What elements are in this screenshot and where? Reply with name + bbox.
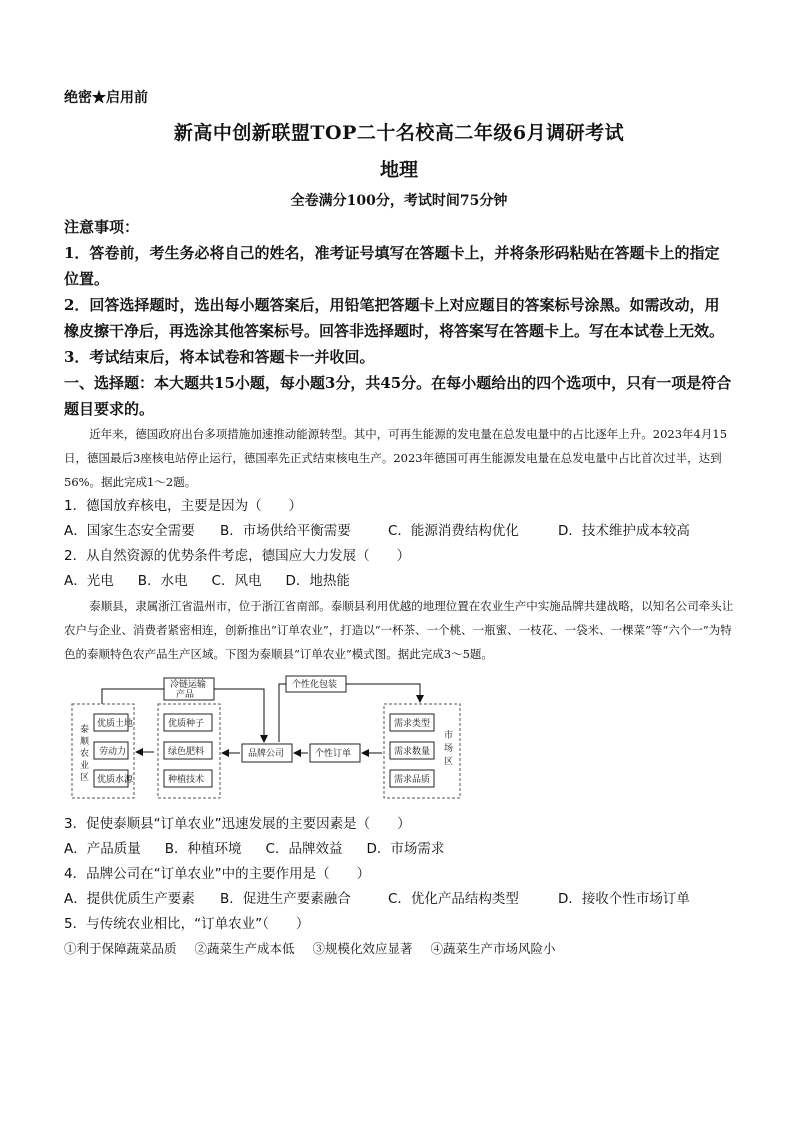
option-d[interactable]: D．接收个性市场订单 [558, 891, 690, 907]
cold-chain-label: 冷链运输 [170, 680, 207, 690]
option-b[interactable]: B．水电 [137, 573, 188, 589]
question-5: 5．与传统农业相比，“订单农业”（ ） [64, 916, 310, 932]
option-a[interactable]: A．提供优质生产要素 [64, 891, 195, 907]
option-a[interactable]: A．光电 [64, 573, 114, 589]
packaging-label: 个性化包装 [292, 680, 338, 690]
notes-heading: 注意事项： [64, 218, 140, 236]
question-4: 4．品牌公司在“订单农业”中的主要作用是（ ） [64, 866, 371, 882]
region-right-char: 市 [444, 731, 454, 741]
option-c[interactable]: C．风电 [211, 573, 262, 589]
note-item: 3．考试结束后，将本试卷和答题卡一并收回。 [64, 348, 375, 366]
question-5-statements [64, 937, 734, 961]
connector-line [346, 684, 420, 702]
option-c[interactable]: C．品牌效益 [265, 841, 343, 857]
region-left-char: 农 [80, 749, 90, 759]
mid-item-label: 优质种子 [168, 719, 205, 729]
exam-title: 新高中创新联盟TOP二十名校高二年级6月调研考试 [173, 122, 625, 144]
question-1: 1．德国放弃核电，主要是因为（ ） [64, 498, 303, 514]
option-a[interactable]: A．产品质量 [64, 841, 141, 857]
right-item-label: 需求类型 [394, 719, 431, 729]
region-left-char: 业 [80, 761, 90, 771]
passage-taishun: 泰顺县，隶属浙江省温州市，位于浙江省南部。泰顺县利用优越的地理位置在农业生产中实施品牌共建战略，以知名公司牵头让农户与企业、消费者紧密相连，创新推出“订单农业”，打造以“一杯茶、一个桃、一瓶蜜、一枝花、一袋米、一棵菜”等“六个一”为特色的泰顺特色农产品生产区域。下图为泰顺县“订单农业”模式图。据此完成3～5题。 [64, 599, 734, 661]
question-2-options [64, 569, 734, 594]
statement-3[interactable]: ③规模化效应显著 [312, 941, 413, 956]
option-b[interactable]: B．市场供给平衡需要 [220, 523, 351, 539]
note-item: 1．答卷前，考生务必将自己的姓名，准考证号填写在答题卡上，并将条形码粘贴在答题卡上的指定位置。 [64, 244, 720, 288]
exam-page [64, 86, 734, 961]
region-left-char: 泰 [80, 725, 90, 735]
left-item-label: 劳动力 [99, 747, 127, 757]
left-item-label: 优质土地 [97, 719, 134, 729]
question-3: 3．促使泰顺县“订单农业”迅速发展的主要因素是（ ） [64, 816, 411, 832]
section-heading: 一、选择题：本大题共15小题，每小题3分，共45分。在每小题给出的四个选项中，只有一项是符合题目要求的。 [64, 374, 732, 418]
region-right-char: 场 [444, 744, 454, 754]
connector-line [102, 689, 164, 704]
score-time-line: 全卷满分100分，考试时间75分钟 [290, 193, 508, 209]
region-left-char: 区 [80, 773, 90, 783]
right-item-label: 需求数量 [394, 747, 431, 757]
question-2: 2．从自然资源的优势条件考虑，德国应大力发展（ ） [64, 548, 411, 564]
mid-item-label: 种植技术 [168, 775, 205, 785]
brand-company-label: 品牌公司 [248, 749, 285, 759]
left-item-label: 优质水源 [97, 775, 134, 785]
subject-title: 地理 [379, 159, 418, 181]
connector-line [279, 684, 286, 742]
option-c[interactable]: C．能源消费结构优化 [388, 523, 519, 539]
region-left-char: 顺 [80, 737, 90, 747]
note-item: 2．回答选择题时，选出每小题答案后，用铅笔把答题卡上对应题目的答案标号涂黑。如需改动，用橡皮擦干净后，再选涂其他答案标号。回答非选择题时，将答案写在答题卡上。写在本试卷上无效。 [64, 296, 725, 340]
question-3-options [64, 837, 734, 862]
connector-line [214, 689, 264, 742]
cold-chain-label: 产品 [176, 690, 195, 700]
option-b[interactable]: B．促进生产要素融合 [220, 891, 351, 907]
right-item-label: 需求品质 [394, 775, 431, 785]
option-c[interactable]: C．优化产品结构类型 [388, 891, 519, 907]
statement-1[interactable]: ①利于保障蔬菜品质 [64, 941, 177, 956]
option-a[interactable]: A．国家生态安全需要 [64, 523, 195, 539]
region-right-char: 区 [444, 757, 454, 767]
confidential-label: 绝密★启用前 [64, 90, 148, 106]
question-1-options [64, 519, 734, 544]
option-b[interactable]: B．种植环境 [164, 841, 242, 857]
statement-2[interactable]: ②蔬菜生产成本低 [194, 941, 295, 956]
mid-item-label: 绿色肥料 [168, 747, 205, 757]
option-d[interactable]: D．市场需求 [366, 841, 445, 857]
option-d[interactable]: D．地热能 [285, 573, 350, 589]
order-agriculture-diagram [64, 674, 464, 802]
question-4-options [64, 887, 734, 912]
statement-4[interactable]: ④蔬菜生产市场风险小 [430, 941, 556, 956]
option-d[interactable]: D．技术维护成本较高 [558, 523, 690, 539]
order-label: 个性订单 [315, 749, 352, 759]
passage-energy: 近年来，德国政府出台多项措施加速推动能源转型。其中，可再生能源的发电量在总发电量中的占比逐年上升。2023年4月15日，德国最后3座核电站停止运行，德国率先正式结束核电生产。2023年德国可再生能源发电量在总发电量中占比首次过半，达到56%。据此完成1～2题。 [64, 427, 728, 489]
